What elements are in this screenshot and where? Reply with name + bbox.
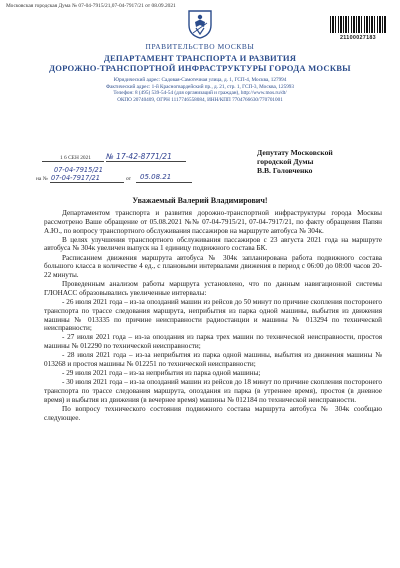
registration-header-note: Московская городская Дума № 07-04-7915/21,07-04-7917/21 от 08.09.2021 xyxy=(6,3,176,9)
number-underline xyxy=(106,161,186,162)
recipient-line2: городской Думы xyxy=(257,157,314,166)
letter-body xyxy=(44,209,382,423)
outgoing-number: № 17-42-8771/21 xyxy=(106,152,172,161)
paragraph: - 27 июля 2021 года – из-за опоздания из парка трех машин по технической неисправности, простоя машины № 012290 по технической неисправности; xyxy=(44,333,382,351)
recipient-line3: В.В. Головченко xyxy=(257,166,313,175)
paragraph: Департаментом транспорта и развития дорожно-транспортной инфраструктуры города Москвы рассмотрено Ваше обращение от 05.08.2021 №№ 07-04-7915/21, 07-04-7917/21, по факту обращения Папян А.Ю., по вопросу транспортного обслуживания пассажиров на маршруте автобуса № 304к. xyxy=(44,209,382,235)
registration-codes: ОКПО 20740409, ОГРН 1117746558084, ИНН/КПП 7704766630/770701001 xyxy=(117,96,283,103)
legal-address: Юридический адрес: Садовая-Самотечная улица, д. 1, ГСП-4, Москва, 127994 xyxy=(113,77,287,83)
reference-prefix: на № xyxy=(36,176,48,182)
date-stamp: 1 6 СЕН 2021 xyxy=(60,155,91,161)
paragraph: - 26 июля 2021 года – из-за опозданий машин из рейсов до 50 минут по причине скопления посторонего транспорта по трассе следования маршрута, неприбытия из парка одной машины, выбытия из движения машины № 013335 по причине неисправности радиостанции и машины № 013294 по технической неисправности; xyxy=(44,298,382,333)
reference-numbers-top: 07-04-7915/21 xyxy=(54,166,103,174)
actual-address: Фактический адрес: 1-й Красногвардейский пр., д. 21, стр. 1, ГСП-3, Москва, 125993 xyxy=(106,83,294,90)
paragraph: - 28 июля 2021 года – из-за неприбытия из парка одной машины, выбытия из движения машины № 013268 и простоя машины № 012251 по технической неисправности; xyxy=(44,351,382,369)
paragraph: - 29 июля 2021 года – из-за неприбытия из парка одной машины; xyxy=(62,369,261,378)
date-underline xyxy=(42,161,104,162)
reference-date-underline xyxy=(136,182,192,183)
paragraph: Проведенным анализом работы маршрута установлено, что по данным навигационной системы ГЛОНАСС образовывались увеличенные интервалы: xyxy=(44,280,382,297)
recipient-line1: Депутату Московской xyxy=(257,148,333,157)
greeting: Уважаемый Валерий Владимирович! xyxy=(132,196,268,205)
reference-from-label: от xyxy=(126,176,131,182)
government-title: ПРАВИТЕЛЬСТВО МОСКВЫ xyxy=(145,42,255,51)
barcode xyxy=(330,16,386,41)
letterhead-address-block xyxy=(0,77,400,103)
paragraph: В целях улучшения транспортного обслуживания пассажиров с 23 августа 2021 года на маршруте автобуса № 304к увеличен выпуск на 1 единицу подвижного состава БК. xyxy=(44,235,382,253)
barcode-bars xyxy=(330,16,386,33)
paragraph: - 30 июля 2021 года – из-за опозданий машин из рейсов до 18 минут по причине скопления посторонего транспорта по трассе следования маршрута, опоздания из парка (в утреннее время), простоя (в дневное время) и выбытия из движения (в вечернее время) машины № 012184 по технической неисправности. xyxy=(44,378,382,404)
reference-date: 05.08.21 xyxy=(140,173,172,181)
contacts: Телефон: 8 (495) 539-54-54 (для организаций и граждан), http://www.mos.ru/dt/ xyxy=(113,90,287,96)
barcode-number: 21100027183 xyxy=(340,35,376,41)
reference-underline xyxy=(50,182,124,183)
recipient-block xyxy=(257,148,333,175)
moscow-coat-of-arms-icon xyxy=(187,9,213,39)
reference-numbers-bottom: 07-04-7917/21 xyxy=(51,174,100,182)
paragraph: По вопросу технического состояния подвижного состава маршрута автобуса № 304к сообщаю следующее. xyxy=(44,405,382,422)
paragraph: Расписанием движения маршрута автобуса № 304к запланирована работа подвижного состава большого класса в количестве 4 ед., с плановыми интервалами движения в период с 06:00 до 08:00 часов 20-22 минуты. xyxy=(44,253,382,280)
department-title-line1: ДЕПАРТАМЕНТ ТРАНСПОРТА И РАЗВИТИЯ xyxy=(103,53,297,63)
department-title-line2: ДОРОЖНО-ТРАНСПОРТНОЙ ИНФРАСТРУКТУРЫ ГОРОДА МОСКВЫ xyxy=(49,63,351,73)
